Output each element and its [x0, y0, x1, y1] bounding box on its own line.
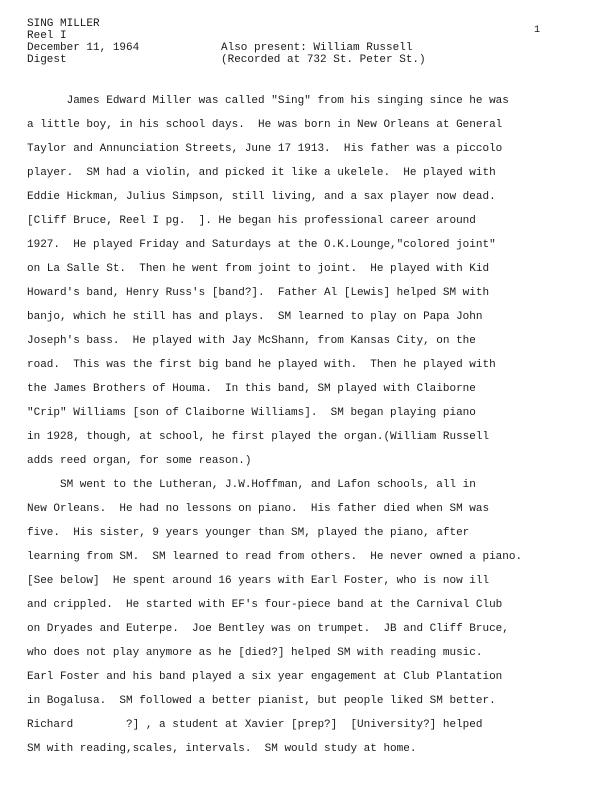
document-type: Digest: [27, 54, 67, 66]
interview-date: December 11, 1964: [27, 42, 140, 54]
text-line: a little boy, in his school days. He was born in New Orleans at General: [27, 119, 503, 131]
text-line: the James Brothers of Houma. In this band, SM played with Claiborne: [27, 383, 476, 395]
text-line: who does not play anymore as he [died?] helped SM with reading music.: [27, 647, 483, 659]
text-line: on Dryades and Euterpe. Joe Bentley was on trumpet. JB and Cliff Bruce,: [27, 623, 509, 635]
text-line: in 1928, though, at school, he first played the organ.(William Russell: [27, 431, 490, 443]
text-line: Richard ?] , a student at Xavier [prep?] [University?] helped: [27, 719, 483, 731]
text-line: 1927. He played Friday and Saturdays at the O.K.Lounge,"colored joint": [27, 239, 496, 251]
header-left: [27, 18, 139, 66]
page-number: 1: [534, 25, 541, 36]
text-line: banjo, which he still has and plays. SM learned to play on Papa John: [27, 311, 483, 323]
text-line: SM went to the Lutheran, J.W.Hoffman, and Lafon schools, all in: [27, 479, 476, 491]
text-line: road. This was the first big band he played with. Then he played with: [27, 359, 496, 371]
text-line: in Bogalusa. SM followed a better pianist, but people liked SM better.: [27, 695, 496, 707]
also-present: Also present: William Russell: [221, 42, 413, 54]
text-line: Earl Foster and his band played a six year engagement at Club Plantation: [27, 671, 503, 683]
text-line: Howard's band, Henry Russ's [band?]. Father Al [Lewis] helped SM with: [27, 287, 490, 299]
header-right: [221, 42, 426, 66]
recording-location: (Recorded at 732 St. Peter St.): [221, 54, 426, 66]
text-line: player. SM had a violin, and picked it like a ukelele. He played with: [27, 167, 496, 179]
text-line: on La Salle St. Then he went from joint to joint. He played with Kid: [27, 263, 490, 275]
text-line: Taylor and Annunciation Streets, June 17 1913. His father was a piccolo: [27, 143, 503, 155]
text-line: "Crip" Williams [son of Claiborne Williams]. SM began playing piano: [27, 407, 476, 419]
text-line: [See below] He spent around 16 years with Earl Foster, who is now ill: [27, 575, 490, 587]
text-line: [Cliff Bruce, Reel I pg. ]. He began his professional career around: [27, 215, 476, 227]
text-line: five. His sister, 9 years younger than SM, played the piano, after: [27, 527, 470, 539]
transcript-body: [27, 89, 587, 761]
text-line: learning from SM. SM learned to read from others. He never owned a piano.: [27, 551, 523, 563]
text-line: SM with reading,scales, intervals. SM would study at home.: [27, 743, 417, 755]
text-line: and crippled. He started with EF's four-piece band at the Carnival Club: [27, 599, 503, 611]
text-line: adds reed organ, for some reason.): [27, 455, 252, 467]
text-line: Eddie Hickman, Julius Simpson, still living, and a sax player now dead.: [27, 191, 496, 203]
reel-label: Reel I: [27, 30, 67, 42]
interviewee-name: SING MILLER: [27, 18, 100, 30]
text-line: Joseph's bass. He played with Jay McShann, from Kansas City, on the: [27, 335, 476, 347]
text-line: New Orleans. He had no lessons on piano. His father died when SM was: [27, 503, 490, 515]
text-line: James Edward Miller was called "Sing" from his singing since he was: [27, 95, 509, 107]
